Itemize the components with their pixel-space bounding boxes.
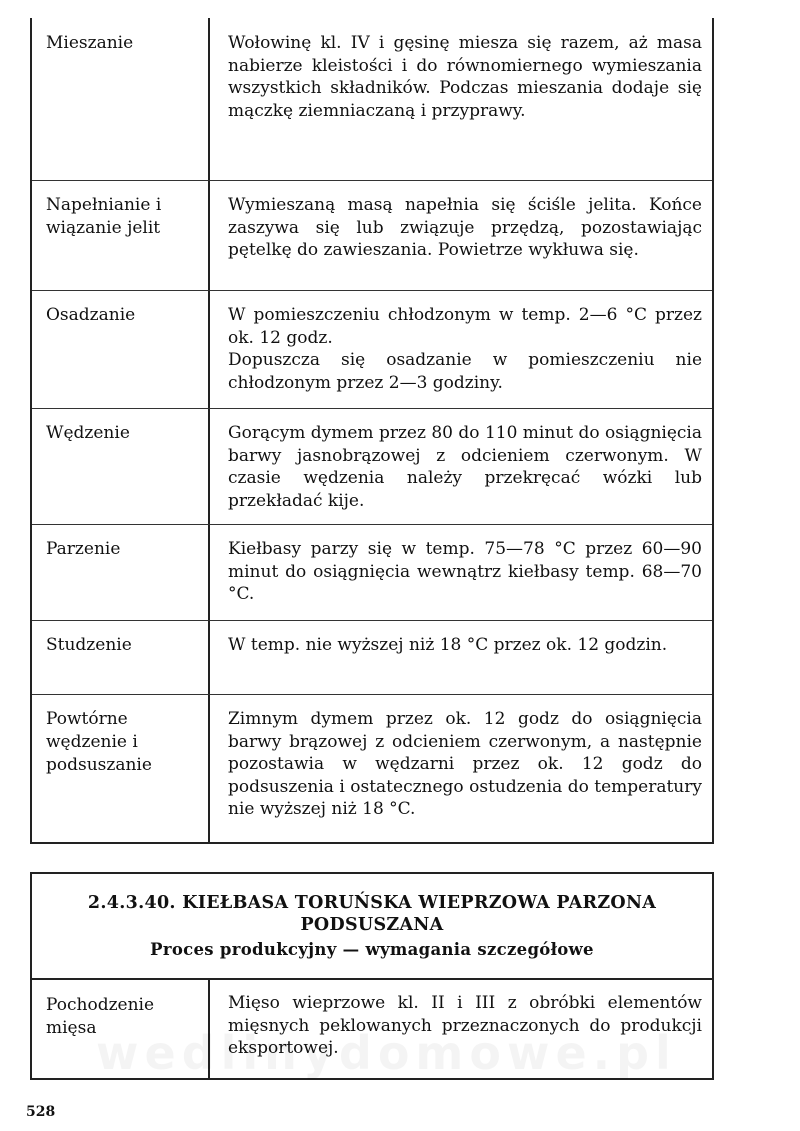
row-divider <box>32 620 712 621</box>
table-row <box>32 18 712 170</box>
row-divider <box>32 290 712 291</box>
row-label: Powtórne wędzenie i podsuszanie <box>46 709 152 775</box>
page-number: 528 <box>26 1104 56 1120</box>
row-text: Kiełbasy parzy się w temp. 75—78 °C przez 60—90 minut do osiągnięcia wewnątrz kiełbasy temp. 68—70 °C. <box>228 539 702 604</box>
table-row <box>32 408 712 524</box>
table-row <box>32 180 712 290</box>
section-subtitle: Proces produkcyjny — wymagania szczegółowe <box>150 940 594 959</box>
table-row <box>32 694 712 842</box>
row-text: Mięso wieprzowe kl. II i III z obróbki elementów mięsnych peklowanych przeznaczonych do produkcji eksportowej. <box>228 993 702 1058</box>
row-label: Studzenie <box>46 635 132 655</box>
row-divider <box>32 408 712 409</box>
row-text: Wymieszaną masą napełnia się ściśle jelita. Końce zaszywa się lub związuje przędzą, pozostawiając pętelkę do zawieszania. Powietrze wykłuwa się. <box>228 195 702 260</box>
row-text: Gorącym dymem przez 80 do 110 minut do osiągnięcia barwy jasnobrązowej z odcieniem czerwonym. W czasie wędzenia należy przekręcać wózki lub przekładać kije. <box>228 423 702 511</box>
row-divider <box>32 524 712 525</box>
row-label: Osadzanie <box>46 305 136 325</box>
row-text: Zimnym dymem przez ok. 12 godz do osiągnięcia barwy brązowej z odcieniem czerwonym, a następnie pozostawia w wędzarni przez ok. 12 godz do podsuszenia i ostatecznego ostudzenia do temperatury nie wyższej niż 18 °C. <box>228 709 702 819</box>
row-label: Wędzenie <box>46 423 130 443</box>
table-row <box>32 524 712 620</box>
process-table <box>30 18 714 844</box>
row-text-part: W pomieszczeniu chłodzonym w temp. 2—6 °C przez ok. 12 godz. <box>228 305 702 348</box>
row-divider <box>32 180 712 181</box>
row-label: Parzenie <box>46 539 121 559</box>
watermark <box>96 1026 677 1080</box>
section-divider <box>32 978 712 980</box>
section-title: 2.4.3.40. KIEŁBASA TORUŃSKA WIEPRZOWA PARZONA PODSUSZANA <box>87 893 657 935</box>
row-text: Wołowinę kl. IV i gęsinę miesza się razem, aż masa nabierze kleistości i do równomiernego wymieszania wszystkich składników. Podczas mieszania dodaje się mączkę ziemniaczaną i przyprawy. <box>228 33 702 121</box>
table-row <box>32 620 712 694</box>
row-text: W temp. nie wyższej niż 18 °C przez ok. 12 godzin. <box>228 635 668 655</box>
row-text-part: Dopuszcza się osadzanie w pomieszczeniu nie chłodzonym przez 2—3 godziny. <box>228 350 702 393</box>
row-divider <box>32 694 712 695</box>
row-label: Napełnianie i wiązanie jelit <box>46 195 162 238</box>
row-text <box>228 304 702 394</box>
table-row <box>32 290 712 408</box>
row-label: Mieszanie <box>46 33 134 53</box>
row-label: Pochodzenie mięsa <box>46 995 155 1038</box>
